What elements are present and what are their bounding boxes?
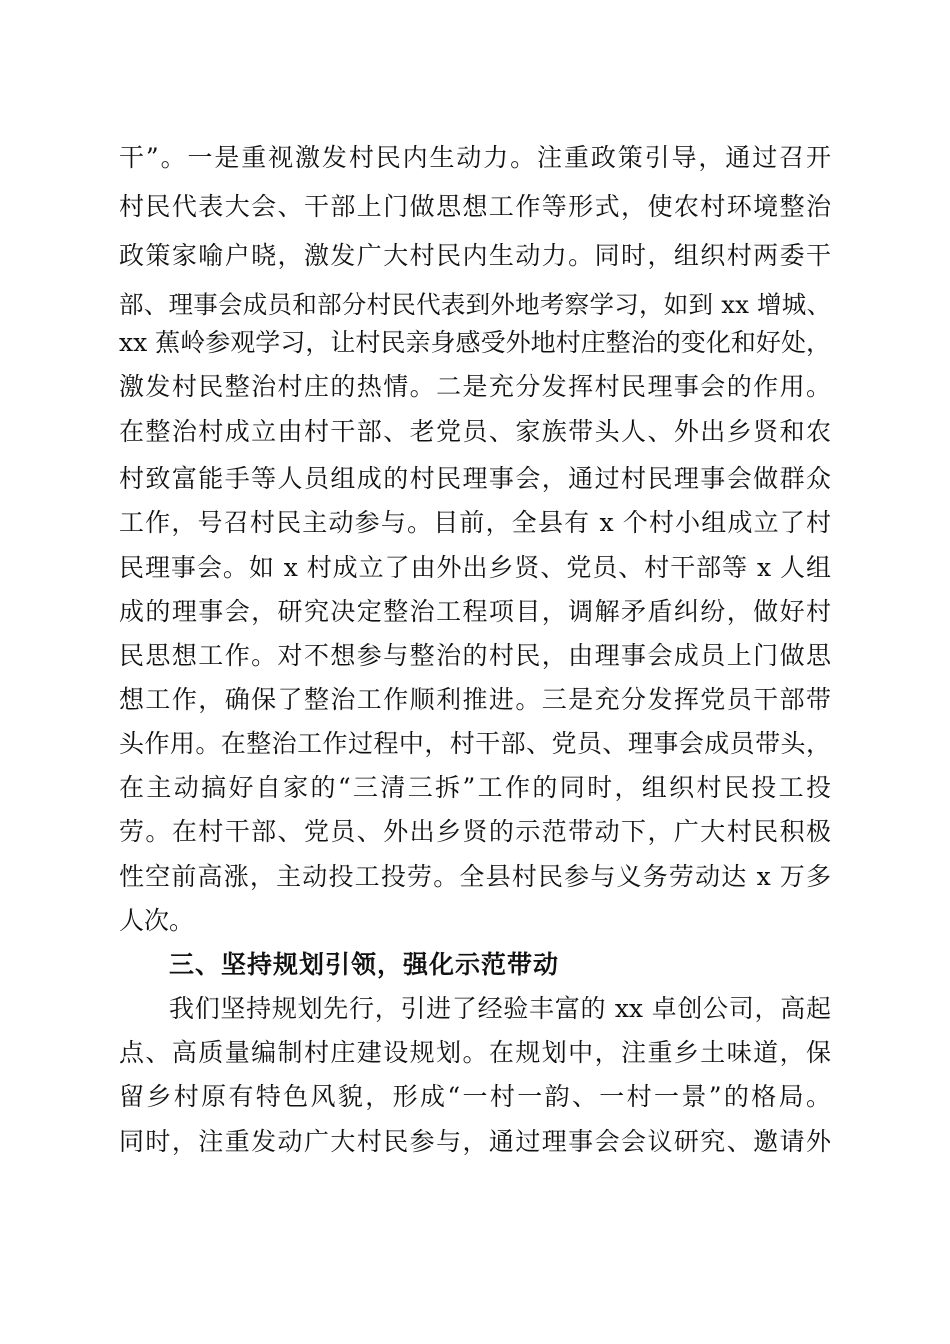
paragraph-line: 民理事会。如 x 村成立了由外出乡贤、党员、村干部等 x 人组	[119, 553, 831, 582]
paragraph-line: 在整治村成立由村干部、老党员、家族带头人、外出乡贤和农	[119, 417, 831, 446]
paragraph-line: 干”。一是重视激发村民内生动力。注重政策引导，通过召开	[119, 143, 831, 172]
paragraph-line: 激发村民整治村庄的热情。二是充分发挥村民理事会的作用。	[119, 372, 831, 401]
paragraph-line: 政策家喻户晓，激发广大村民内生动力。同时，组织村两委干	[119, 241, 831, 270]
paragraph-line: 想工作，确保了整治工作顺利推进。三是充分发挥党员干部带	[119, 685, 831, 714]
paragraph-line: 性空前高涨，主动投工投劳。全县村民参与义务劳动达 x 万多	[119, 862, 831, 891]
paragraph-line: 民思想工作。对不想参与整治的村民，由理事会成员上门做思	[119, 641, 831, 670]
paragraph-line: xx 蕉岭参观学习，让村民亲身感受外地村庄整治的变化和好处，	[119, 328, 831, 357]
paragraph-line: 头作用。在整治工作过程中，村干部、党员、理事会成员带头，	[119, 729, 831, 758]
paragraph-line: 部、理事会成员和部分村民代表到外地考察学习，如到 xx 增城、	[119, 290, 831, 319]
paragraph-line: 在主动搞好自家的“三清三拆”工作的同时，组织村民投工投	[119, 773, 831, 802]
section-heading: 三、坚持规划引领，强化示范带动	[169, 950, 560, 979]
paragraph-line: 留乡村原有特色风貌，形成“一村一韵、一村一景”的格局。	[119, 1082, 831, 1111]
paragraph-line: 人次。	[119, 906, 195, 935]
paragraph-line: 村民代表大会、干部上门做思想工作等形式，使农村环境整治	[119, 192, 831, 221]
paragraph-line: 工作，号召村民主动参与。目前，全县有 x 个村小组成立了村	[119, 508, 831, 537]
paragraph-line: 劳。在村干部、党员、外出乡贤的示范带动下，广大村民积极	[119, 817, 831, 846]
paragraph-line: 同时，注重发动广大村民参与，通过理事会会议研究、邀请外	[119, 1127, 831, 1156]
paragraph-line: 点、高质量编制村庄建设规划。在规划中，注重乡土味道，保	[119, 1038, 831, 1067]
paragraph-line: 村致富能手等人员组成的村民理事会，通过村民理事会做群众	[119, 464, 831, 493]
paragraph-line: 成的理事会，研究决定整治工程项目，调解矛盾纠纷，做好村	[119, 597, 831, 626]
paragraph-line: 我们坚持规划先行，引进了经验丰富的 xx 卓创公司，高起	[169, 994, 831, 1023]
